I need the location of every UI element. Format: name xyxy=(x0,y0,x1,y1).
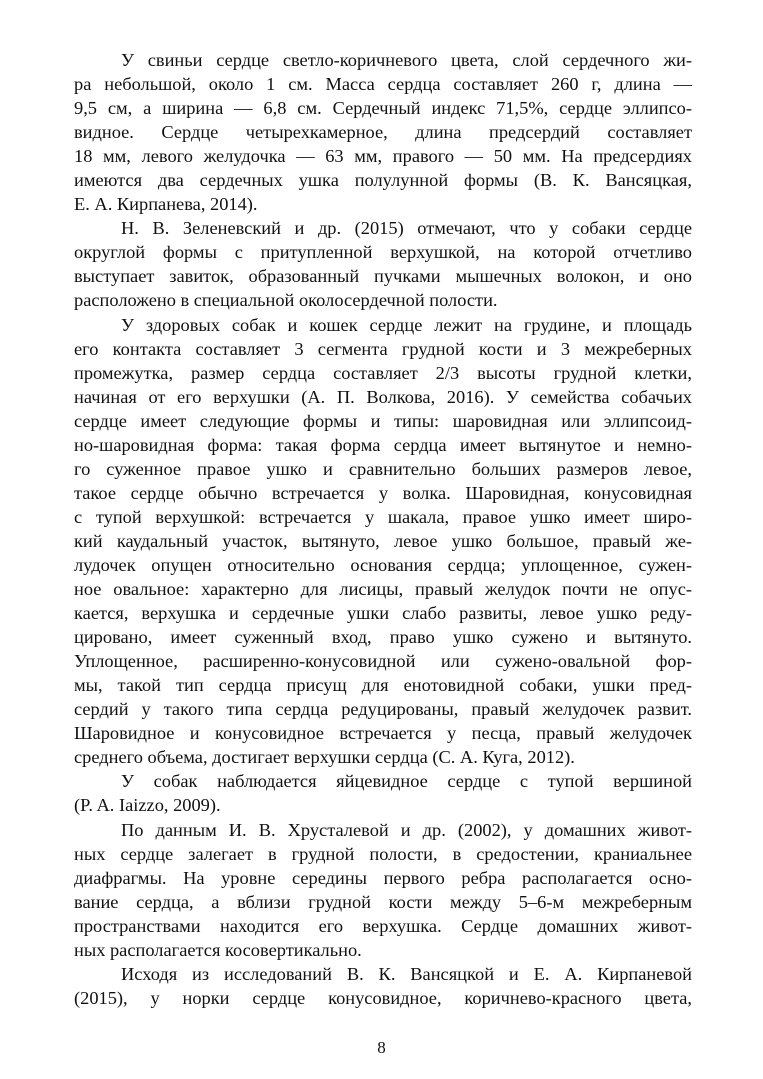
text-line: Н. В. Зеленевский и др. (2015) отмечают, что у собаки сердце xyxy=(121,218,692,239)
text-line: ных сердце залегает в грудной полости, в средостении, краниальнее xyxy=(74,843,692,864)
text-line: Исходя из исследований В. К. Вансяцкой и Е. А. Кирпаневой xyxy=(121,963,692,984)
text-line: 18 мм, левого желудочка — 63 мм, правого — 50 мм. На предсердиях xyxy=(74,146,692,167)
text-line: видное. Сердце четырехкамерное, длина предсердий составляет xyxy=(74,122,692,143)
text-line: сердце имеет следующие формы и типы: шаровидная или эллипсоид- xyxy=(74,410,692,431)
body-text xyxy=(74,48,692,1010)
text-line: (2015), у норки сердце конусовидное, коричнево-красного цвета, xyxy=(74,987,692,1008)
text-line: цировано, имеет суженный вход, право ушко сужено и вытянуто. xyxy=(74,627,692,648)
text-line: пространствами находится его верхушка. Сердце домашних живот- xyxy=(74,915,692,936)
text-line: мы, такой тип сердца присущ для енотовидной собаки, ушки пред- xyxy=(74,675,692,696)
text-line: (P. A. Iaizzo, 2009). xyxy=(74,795,221,816)
text-line: Шаровидное и конусовидное встречается у песца, правый желудочек xyxy=(74,723,692,744)
text-line: го суженное правое ушко и сравнительно больших размеров левое, xyxy=(74,458,692,479)
text-line: ное овальное: характерно для лисицы, правый желудок почти не опус- xyxy=(74,579,692,600)
text-line: промежутка, размер сердца составляет 2/3 высоты грудной клетки, xyxy=(74,362,692,383)
text-line: кий каудальный участок, вытянуто, левое ушко большое, правый же- xyxy=(74,530,692,551)
text-line: кается, верхушка и сердечные ушки слабо развиты, левое ушко реду- xyxy=(74,603,692,624)
text-line: По данным И. В. Хрусталевой и др. (2002), у домашних живот- xyxy=(121,819,692,840)
text-line: с тупой верхушкой: встречается у шакала, правое ушко имеет широ- xyxy=(74,506,692,527)
text-line: Е. А. Кирпанева, 2014). xyxy=(74,194,258,215)
text-line: округлой формы с притупленной верхушкой, на которой отчетливо xyxy=(74,242,692,263)
text-line: такое сердце обычно встречается у волка. Шаровидная, конусовидная xyxy=(74,482,692,503)
text-line: сердий у такого типа сердца редуцированы, правый желудочек развит. xyxy=(74,699,692,720)
text-line: но-шаровидная форма: такая форма сердца имеет вытянутое и немно- xyxy=(74,434,692,455)
text-line: лудочек опущен относительно основания сердца; уплощенное, сужен- xyxy=(74,554,692,575)
text-line: среднего объема, достигает верхушки сердца (С. А. Куга, 2012). xyxy=(74,747,575,768)
text-line: его контакта составляет 3 сегмента грудной кости и 3 межреберных xyxy=(74,338,692,359)
text-line: начиная от его верхушки (А. П. Волкова, 2016). У семейства собачьих xyxy=(74,386,692,407)
text-line: 9,5 см, а ширина — 6,8 см. Сердечный индекс 71,5%, сердце эллипсо- xyxy=(74,98,692,119)
text-line: имеются два сердечных ушка полулунной формы (В. К. Вансяцкая, xyxy=(74,170,692,191)
text-line: вание сердца, а вблизи грудной кости между 5–6-м межреберным xyxy=(74,891,692,912)
text-line: У свиньи сердце светло-коричневого цвета, слой сердечного жи- xyxy=(121,50,692,70)
text-line: У собак наблюдается яйцевидное сердце с тупой вершиной xyxy=(121,771,692,792)
text-line: ных располагается косовертикально. xyxy=(74,939,362,960)
text-line: ра небольшой, около 1 см. Масса сердца составляет 260 г, длина — xyxy=(74,74,692,95)
text-line: расположено в специальной околосердечной полости. xyxy=(74,290,498,311)
text-line: выступает завиток, образованный пучками мышечных волокон, и оно xyxy=(74,266,692,287)
text-line: диафрагмы. На уровне середины первого ребра располагается осно- xyxy=(74,867,692,888)
page-number: 8 xyxy=(377,1038,386,1057)
text-line: У здоровых собак и кошек сердце лежит на грудине, и площадь xyxy=(121,314,692,335)
text-line: Уплощенное, расширенно-конусовидной или сужено-овальной фор- xyxy=(74,651,692,672)
